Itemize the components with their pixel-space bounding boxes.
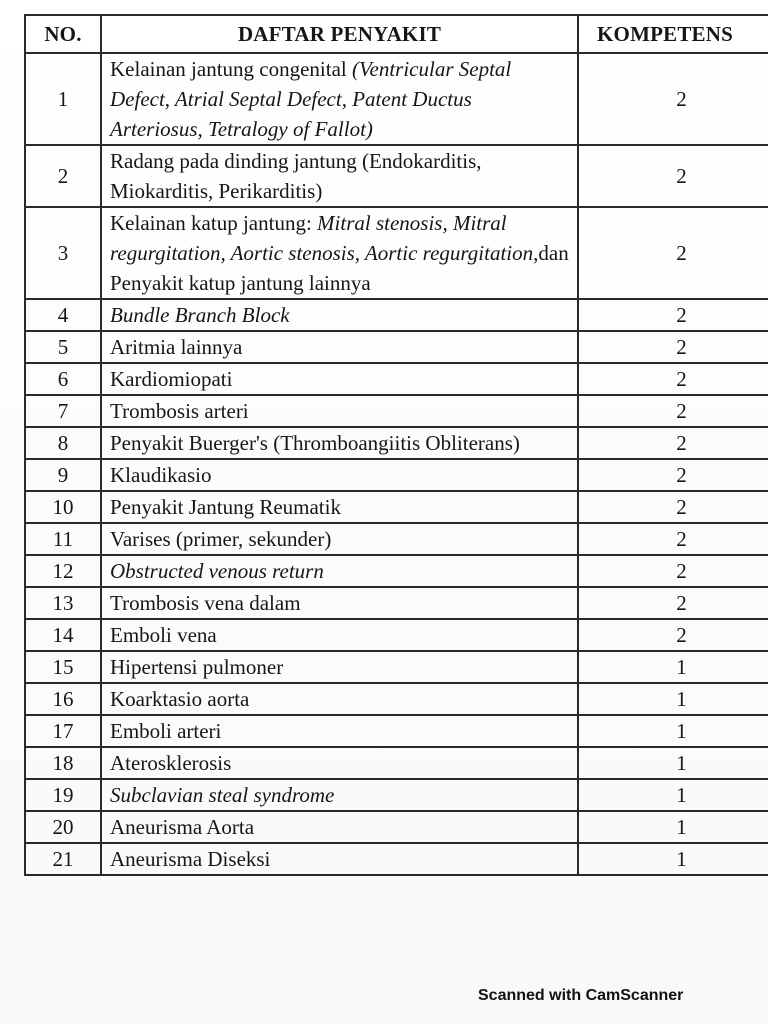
row-number: 15 xyxy=(25,651,101,683)
row-number: 8 xyxy=(25,427,101,459)
competence-level: 1 xyxy=(578,715,768,747)
disease-name-segment: Varises (primer, sekunder) xyxy=(110,527,332,551)
table-row xyxy=(25,555,768,587)
competence-level: 2 xyxy=(578,395,768,427)
table-row xyxy=(25,523,768,555)
disease-name-segment: Penyakit Jantung Reumatik xyxy=(110,495,341,519)
competence-level: 1 xyxy=(578,843,768,875)
disease-name xyxy=(101,491,578,523)
row-number: 16 xyxy=(25,683,101,715)
competence-level: 2 xyxy=(578,299,768,331)
disease-name xyxy=(101,331,578,363)
row-number: 6 xyxy=(25,363,101,395)
table-row xyxy=(25,299,768,331)
row-number: 1 xyxy=(25,53,101,145)
disease-name-segment: Kelainan katup jantung: xyxy=(110,211,318,235)
table-row xyxy=(25,459,768,491)
disease-name-segment: Subclavian steal syndrome xyxy=(110,783,335,807)
table-row xyxy=(25,843,768,875)
competence-level: 2 xyxy=(578,363,768,395)
table-row xyxy=(25,491,768,523)
row-number: 12 xyxy=(25,555,101,587)
disease-name-segment: Trombosis vena dalam xyxy=(110,591,301,615)
row-number: 20 xyxy=(25,811,101,843)
competence-level: 2 xyxy=(578,523,768,555)
row-number: 3 xyxy=(25,207,101,299)
row-number: 18 xyxy=(25,747,101,779)
disease-name-segment: Kelainan jantung congenital xyxy=(110,57,353,81)
disease-name-segment: Emboli vena xyxy=(110,623,217,647)
competence-level: 2 xyxy=(578,587,768,619)
disease-name-segment: Penyakit Buerger's (Thromboangiitis Obliterans) xyxy=(110,431,520,455)
table-row xyxy=(25,619,768,651)
competence-level: 2 xyxy=(578,331,768,363)
disease-name-segment: Aritmia lainnya xyxy=(110,335,243,359)
row-number: 4 xyxy=(25,299,101,331)
disease-name-segment: Trombosis arteri xyxy=(110,399,249,423)
disease-name-segment: Aterosklerosis xyxy=(110,751,232,775)
disease-name-segment: Emboli arteri xyxy=(110,719,222,743)
header-competence: KOMPETENS xyxy=(578,15,768,53)
row-number: 7 xyxy=(25,395,101,427)
row-number: 21 xyxy=(25,843,101,875)
disease-competence-table xyxy=(24,14,768,876)
competence-level: 1 xyxy=(578,747,768,779)
table-row xyxy=(25,747,768,779)
table-row xyxy=(25,587,768,619)
row-number: 13 xyxy=(25,587,101,619)
table-row xyxy=(25,145,768,207)
disease-name-segment: Kardiomiopati xyxy=(110,367,233,391)
disease-name xyxy=(101,555,578,587)
disease-name xyxy=(101,843,578,875)
disease-name xyxy=(101,811,578,843)
competence-level: 2 xyxy=(578,459,768,491)
disease-name xyxy=(101,747,578,779)
row-number: 2 xyxy=(25,145,101,207)
table-row xyxy=(25,683,768,715)
disease-name-segment: Bundle Branch Block xyxy=(110,303,290,327)
disease-name xyxy=(101,715,578,747)
header-no: NO. xyxy=(25,15,101,53)
table-row xyxy=(25,779,768,811)
disease-name-segment: ,dan Penyakit katup jantung lainnya xyxy=(110,241,569,295)
disease-name-segment: (Ventricular Septal Defect, Atrial Septal Defect, Patent Ductus Arteriosus, Tetralogy of Fallot) xyxy=(110,57,512,141)
table-row xyxy=(25,715,768,747)
disease-name xyxy=(101,207,578,299)
table-row xyxy=(25,427,768,459)
table-row xyxy=(25,395,768,427)
disease-name xyxy=(101,53,578,145)
table-row xyxy=(25,331,768,363)
competence-level: 1 xyxy=(578,683,768,715)
disease-name xyxy=(101,363,578,395)
disease-name xyxy=(101,587,578,619)
row-number: 10 xyxy=(25,491,101,523)
competence-level: 2 xyxy=(578,207,768,299)
disease-name-segment: Klaudikasio xyxy=(110,463,212,487)
row-number: 9 xyxy=(25,459,101,491)
competence-level: 2 xyxy=(578,491,768,523)
disease-name xyxy=(101,651,578,683)
competence-level: 1 xyxy=(578,779,768,811)
disease-name xyxy=(101,619,578,651)
disease-name xyxy=(101,523,578,555)
disease-name-segment: Aneurisma Diseksi xyxy=(110,847,271,871)
table-row xyxy=(25,53,768,145)
disease-name xyxy=(101,779,578,811)
table-body xyxy=(25,53,768,875)
table-row xyxy=(25,207,768,299)
disease-name xyxy=(101,299,578,331)
disease-name xyxy=(101,145,578,207)
table-row xyxy=(25,651,768,683)
row-number: 14 xyxy=(25,619,101,651)
competence-level: 1 xyxy=(578,651,768,683)
disease-name xyxy=(101,683,578,715)
row-number: 19 xyxy=(25,779,101,811)
disease-name xyxy=(101,427,578,459)
disease-name-segment: Obstructed venous return xyxy=(110,559,324,583)
disease-name-segment: Aneurisma Aorta xyxy=(110,815,255,839)
disease-name-segment: Hipertensi pulmoner xyxy=(110,655,284,679)
table-row xyxy=(25,811,768,843)
disease-name-segment: Mitral stenosis, Mitral regurgitation, Aortic stenosis, Aortic regurgitation xyxy=(110,211,534,265)
competence-level: 2 xyxy=(578,619,768,651)
competence-level: 1 xyxy=(578,811,768,843)
disease-name xyxy=(101,459,578,491)
disease-name-segment: Radang pada dinding jantung (Endokarditis, Miokarditis, Perikarditis) xyxy=(110,149,482,203)
row-number: 11 xyxy=(25,523,101,555)
camscanner-watermark: Scanned with CamScanner xyxy=(478,987,684,1004)
table-header-row xyxy=(25,15,768,53)
competence-level: 2 xyxy=(578,145,768,207)
disease-name xyxy=(101,395,578,427)
table-row xyxy=(25,363,768,395)
disease-name-segment: Koarktasio aorta xyxy=(110,687,250,711)
competence-level: 2 xyxy=(578,53,768,145)
competence-level: 2 xyxy=(578,555,768,587)
row-number: 5 xyxy=(25,331,101,363)
header-disease-list: DAFTAR PENYAKIT xyxy=(101,15,578,53)
competence-level: 2 xyxy=(578,427,768,459)
row-number: 17 xyxy=(25,715,101,747)
